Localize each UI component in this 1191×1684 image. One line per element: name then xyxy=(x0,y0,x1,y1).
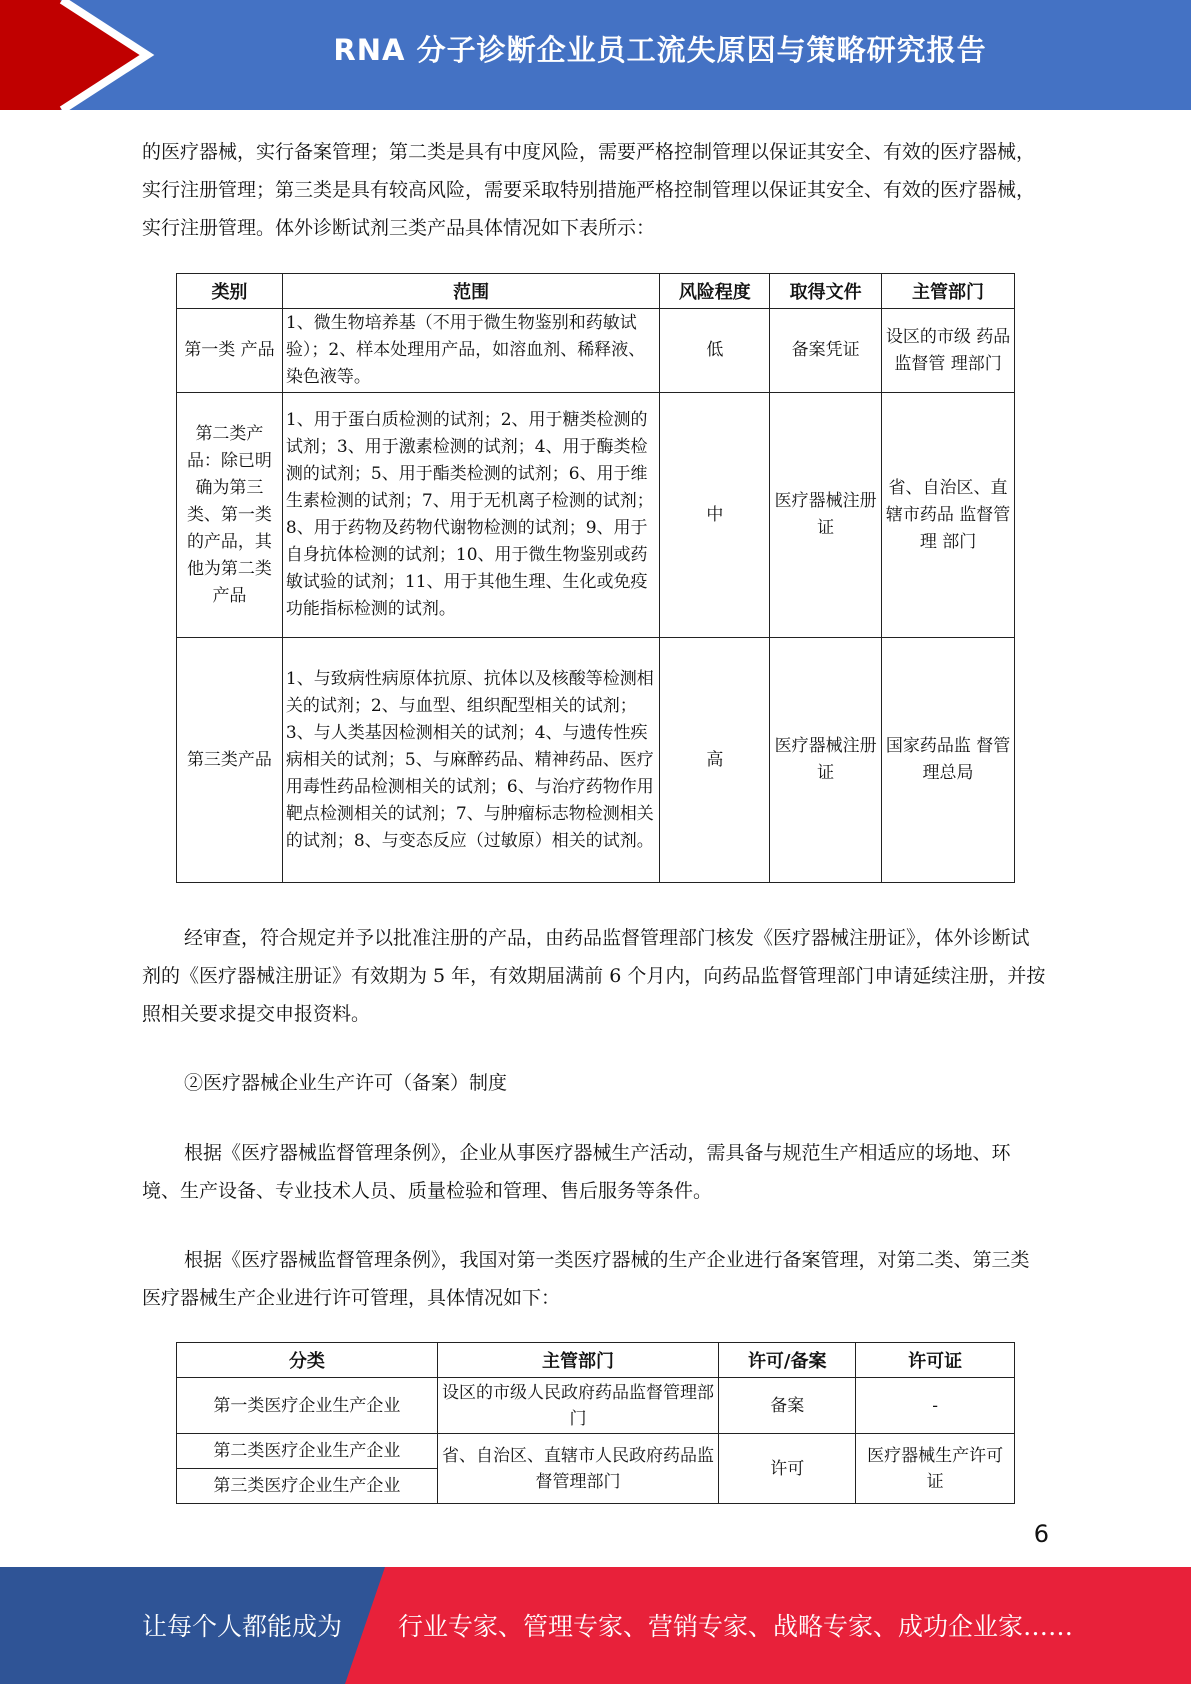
authority-cell: 省、自治区、直辖市药品 监督管理 部门 xyxy=(882,393,1015,638)
license-type-cell: 许可 xyxy=(719,1434,856,1504)
category-cell: 第二类产品：除已明确为第三类、第一类的产品，其他为第二类产品 xyxy=(177,393,283,638)
page-header xyxy=(0,0,1191,110)
scope-cell: 1、用于蛋白质检测的试剂；2、用于糖类检测的试剂；3、用于激素检测的试剂；4、用于酶类检测的试剂；5、用于酯类检测的试剂；6、用于维生素检测的试剂；7、用于无机离子检测的试剂；8、用于药物及药物代谢物检测的试剂；9、用于自身抗体检测的试剂；10、用于微生物鉴别或药敏试验的试剂；11、用于其他生理、生化或免疫功能指标检测的试剂。 xyxy=(282,393,660,638)
table-row xyxy=(177,638,1015,883)
footer-slogan-left: 让每个人都能成为 xyxy=(142,1612,343,1641)
column-header: 类别 xyxy=(177,274,283,309)
conditions-paragraph: 根据《医疗器械监督管理条例》，企业从事医疗器械生产活动，需具备与规范生产相适应的场地、环境、生产设备、专业技术人员、质量检验和管理、售后服务等条件。 xyxy=(142,1142,1011,1202)
authority-cell: 设区的市级 药品监督管 理部门 xyxy=(882,309,1015,393)
document-cell: 医疗器械注册证 xyxy=(770,393,882,638)
column-header: 风险程度 xyxy=(660,274,770,309)
risk-cell: 中 xyxy=(660,393,770,638)
production-license-table xyxy=(176,1342,1015,1504)
registration-paragraph: 经审查，符合规定并予以批准注册的产品，由药品监督管理部门核发《医疗器械注册证》，体外诊断试剂的《医疗器械注册证》有效期为 5 年，有效期届满前 6 个月内，向药品监督管理部门申请延续注册，并按照相关要求提交申报资料。 xyxy=(142,927,1046,1025)
table-row xyxy=(177,1434,1015,1469)
table-row xyxy=(177,1378,1015,1434)
report-title: RNA 分子诊断企业员工流失原因与策略研究报告 xyxy=(333,33,987,67)
class-cell: 第一类医疗企业生产企业 xyxy=(177,1378,438,1434)
page-footer xyxy=(0,1567,1191,1684)
column-header: 许可/备案 xyxy=(719,1343,856,1378)
license-type-cell: 备案 xyxy=(719,1378,856,1434)
column-header: 主管部门 xyxy=(437,1343,719,1378)
page-number: 6 xyxy=(1033,1520,1049,1548)
class-cell: 第二类医疗企业生产企业 xyxy=(177,1434,438,1469)
table-header-row xyxy=(177,274,1015,309)
intro-paragraph: 的医疗器械，实行备案管理；第二类是具有中度风险，需要严格控制管理以保证其安全、有效的医疗器械，实行注册管理；第三类是具有较高风险，需要采取特别措施严格控制管理以保证其安全、有效的医疗器械，实行注册管理。体外诊断试剂三类产品具体情况如下表所示： xyxy=(142,141,1036,239)
section-heading: ②医疗器械企业生产许可（备案）制度 xyxy=(184,1072,508,1094)
column-header: 主管部门 xyxy=(882,274,1015,309)
document-cell: 备案凭证 xyxy=(770,309,882,393)
category-cell: 第三类产品 xyxy=(177,638,283,883)
column-header: 范围 xyxy=(282,274,660,309)
risk-cell: 高 xyxy=(660,638,770,883)
risk-cell: 低 xyxy=(660,309,770,393)
table-row xyxy=(177,393,1015,638)
department-cell: 省、自治区、直辖市人民政府药品监督管理部门 xyxy=(437,1434,719,1504)
certificate-cell: 医疗器械生产许可证 xyxy=(856,1434,1015,1504)
certificate-cell: - xyxy=(856,1378,1015,1434)
scope-cell: 1、与致病性病原体抗原、抗体以及核酸等检测相关的试剂；2、与血型、组织配型相关的试剂；3、与人类基因检测相关的试剂；4、与遗传性疾病相关的试剂；5、与麻醉药品、精神药品、医疗用毒性药品检测相关的试剂；6、与治疗药物作用靶点检测相关的试剂；7、与肿瘤标志物检测相关的试剂；8、与变态反应（过敏原）相关的试剂。 xyxy=(282,638,660,883)
column-header: 分类 xyxy=(177,1343,438,1378)
table-header-row xyxy=(177,1343,1015,1378)
category-cell: 第一类 产品 xyxy=(177,309,283,393)
licensing-paragraph: 根据《医疗器械监督管理条例》，我国对第一类医疗器械的生产企业进行备案管理，对第二类、第三类医疗器械生产企业进行许可管理，具体情况如下： xyxy=(142,1249,1030,1309)
class-cell: 第三类医疗企业生产企业 xyxy=(177,1469,438,1504)
column-header: 取得文件 xyxy=(770,274,882,309)
document-cell: 医疗器械注册证 xyxy=(770,638,882,883)
scope-cell: 1、微生物培养基（不用于微生物鉴别和药敏试验）；2、样本处理用产品，如溶血剂、稀释液、染色液等。 xyxy=(282,309,660,393)
authority-cell: 国家药品监 督管理总局 xyxy=(882,638,1015,883)
footer-slogan-right: 行业专家、管理专家、营销专家、战略专家、成功企业家…… xyxy=(398,1612,1074,1641)
department-cell: 设区的市级人民政府药品监督管理部门 xyxy=(437,1378,719,1434)
column-header: 许可证 xyxy=(856,1343,1015,1378)
ivd-classification-table xyxy=(176,273,1015,883)
table-row xyxy=(177,309,1015,393)
